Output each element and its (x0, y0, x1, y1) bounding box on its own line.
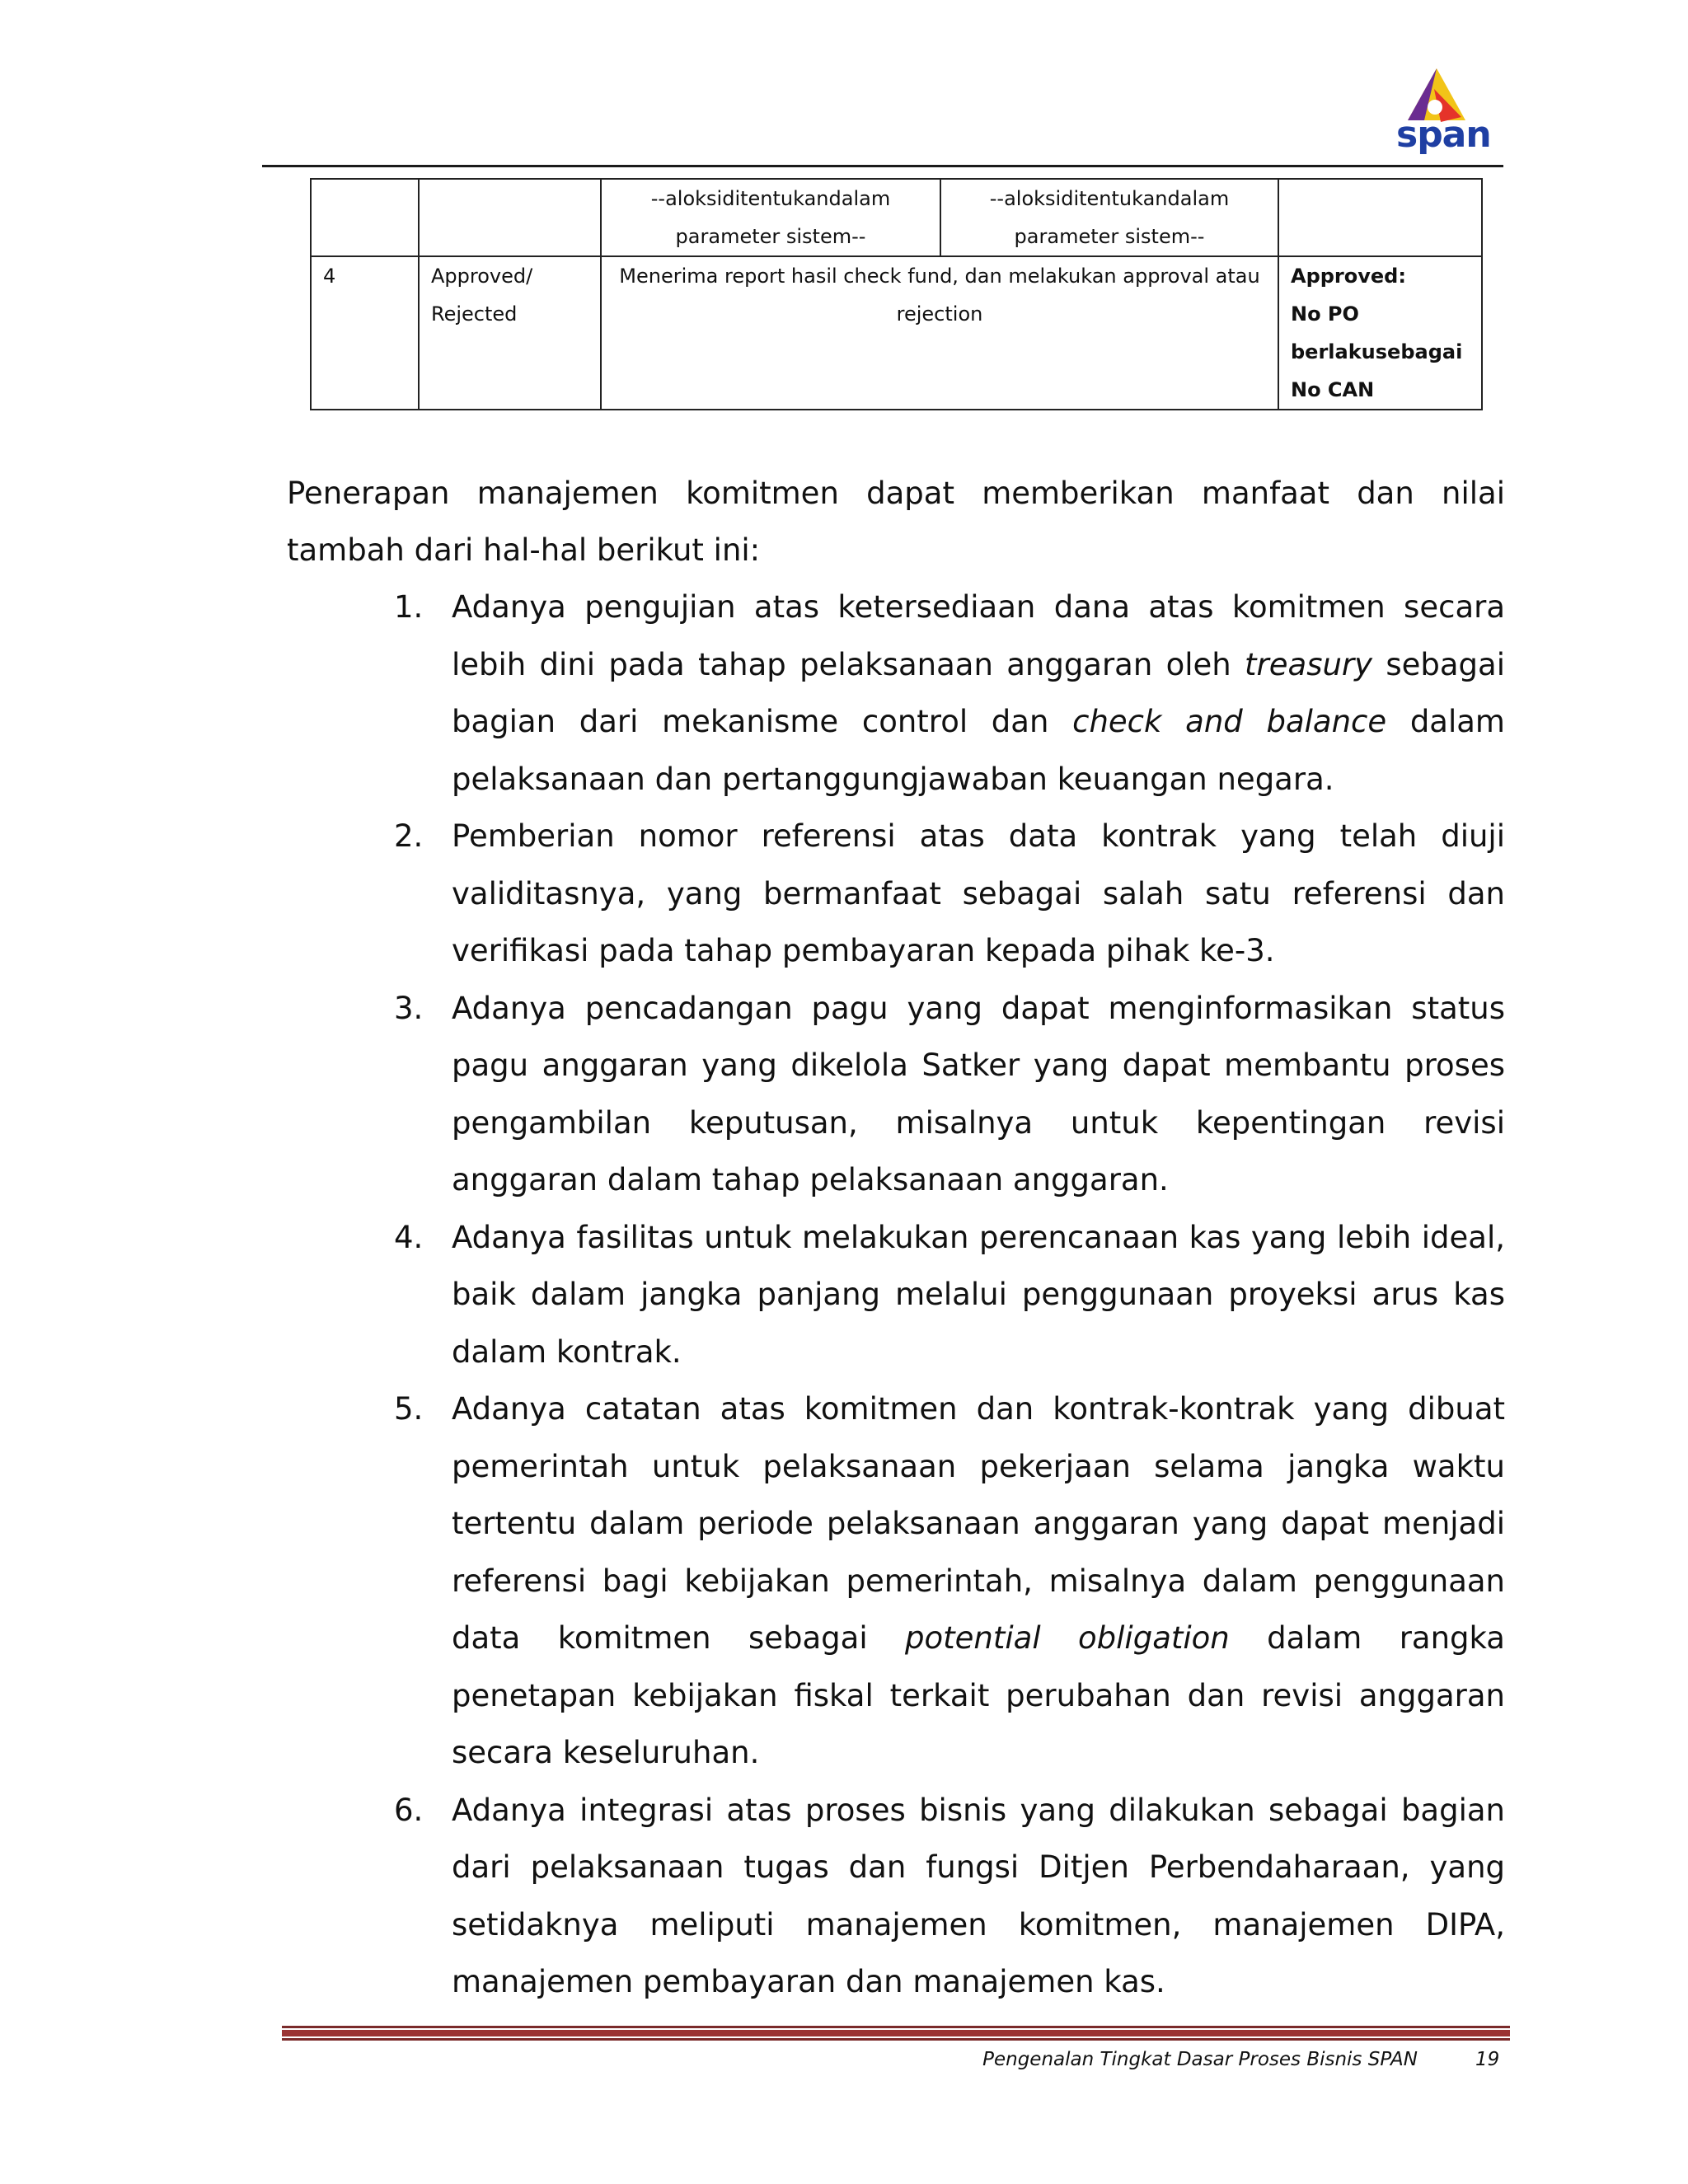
table-cell-status: Approved/ Rejected (419, 256, 601, 410)
table-cell-output (1278, 256, 1482, 410)
footer-rule (282, 2038, 1510, 2041)
table-cell-output (1278, 179, 1482, 256)
list-item (377, 1380, 1505, 1782)
list-item (377, 1782, 1505, 2011)
output-line: Approved: (1291, 265, 1406, 288)
list-text: Adanya pencadangan pagu yang dapat menginformasikan status pagu anggaran yang dikelola Satker yang dapat membantu proses pengambilan keputusan, misalnya untuk kepentingan revisi anggaran dalam tahap pelaksanaan anggaran. (452, 990, 1505, 1197)
logo-wordmark: span (1396, 114, 1491, 156)
process-table (310, 178, 1483, 410)
table-cell-allocation: --aloksiditentukandalam parameter sistem-- (601, 179, 940, 256)
table-row (311, 256, 1482, 410)
span-logo (1391, 64, 1491, 163)
list-text-italic: check and balance (1072, 704, 1387, 739)
table-cell-activity: Menerima report hasil check fund, dan melakukan approval atau rejection (601, 256, 1278, 410)
list-text-italic: potential obligation (905, 1620, 1230, 1656)
benefits-list (377, 579, 1505, 2011)
list-item (377, 980, 1505, 1209)
list-item (377, 579, 1505, 808)
list-number: 6. (394, 1792, 424, 1828)
list-text: Adanya catatan atas komitmen dan kontrak-kontrak yang dibuat pemerintah untuk pelaksanaan pekerjaan selama jangka waktu tertentu dalam periode pelaksanaan anggaran yang dapat menjadi referensi bagi kebijakan pemerintah, misalnya dalam penggunaan data komitmen sebagai (452, 1391, 1505, 1656)
output-line: berlakusebagai (1291, 340, 1463, 363)
output-line: No PO (1291, 302, 1359, 326)
table-cell-status (419, 179, 601, 256)
list-text: Pemberian nomor referensi atas data kontrak yang telah diuji validitasnya, yang bermanfaat sebagai salah satu referensi dan verifikasi pada tahap pembayaran kepada pihak ke-3. (452, 818, 1505, 968)
list-number: 3. (394, 990, 424, 1026)
footer-rule (282, 2030, 1510, 2036)
header-rule (262, 165, 1503, 167)
list-text: Adanya fasilitas untuk melakukan perencanaan kas yang lebih ideal, baik dalam jangka panjang melalui penggunaan proyeksi arus kas dalam kontrak. (452, 1219, 1505, 1370)
list-text: dalam rangka penetapan kebijakan fiskal terkait perubahan dan revisi anggaran secara keseluruhan. (452, 1620, 1505, 1770)
list-text: sebagai bagian dari mekanisme control dan (452, 646, 1505, 739)
list-text: dalam pelaksanaan dan pertanggungjawaban keuangan negara. (452, 704, 1505, 797)
list-item (377, 808, 1505, 980)
list-number: 1. (394, 589, 424, 625)
list-number: 4. (394, 1219, 424, 1255)
footer-rule (282, 2026, 1510, 2028)
list-number: 2. (394, 818, 424, 854)
table-cell-no (311, 179, 419, 256)
table-cell-allocation: --aloksiditentukandalam parameter sistem-- (940, 179, 1278, 256)
table-row (311, 179, 1482, 256)
output-line: No CAN (1291, 378, 1375, 401)
list-number: 5. (394, 1391, 424, 1427)
list-text: Adanya integrasi atas proses bisnis yang dilakukan sebagai bagian dari pelaksanaan tugas dan fungsi Ditjen Perbendaharaan, yang setidaknya meliputi manajemen komitmen, manajemen DIPA, manajemen pembayaran dan manajemen kas. (452, 1792, 1505, 1999)
list-text: Adanya pengujian atas ketersediaan dana atas komitmen secara lebih dini pada tahap pelaksanaan anggaran oleh (452, 589, 1505, 682)
table-cell-no: 4 (311, 256, 419, 410)
footer-title: Pengenalan Tingkat Dasar Proses Bisnis SPAN (982, 2049, 1418, 2070)
list-text-italic: treasury (1245, 646, 1373, 682)
page-number: 19 (1475, 2049, 1500, 2070)
intro-paragraph: Penerapan manajemen komitmen dapat memberikan manfaat dan nilai tambah dari hal-hal berikut ini: (287, 476, 1505, 568)
list-item (377, 1209, 1505, 1381)
